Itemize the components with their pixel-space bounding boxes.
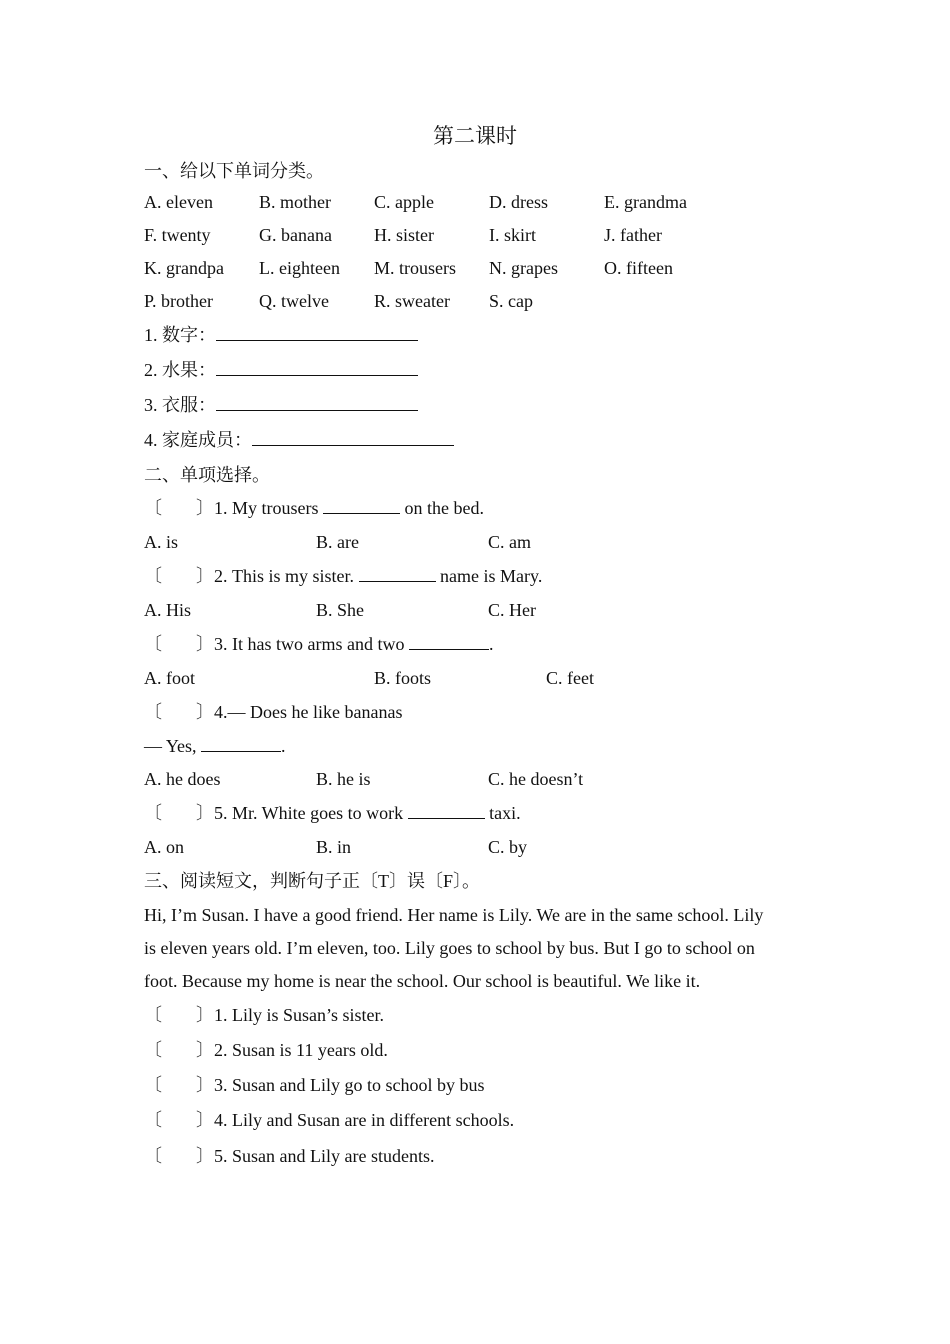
option-c: C. he doesn’t: [488, 769, 584, 789]
answer-blank[interactable]: [216, 324, 418, 341]
question-4: [144, 700, 402, 724]
answer-blank: [409, 633, 489, 650]
question-text: 5. Mr. White goes to work: [214, 803, 408, 823]
statement-text: 1. Lily is Susan’s sister.: [214, 1005, 385, 1025]
question-text: 4.— Does he like bananas: [214, 702, 403, 722]
question-text: .: [488, 634, 494, 654]
category-label: 2. 水果：: [144, 360, 216, 380]
word-item: I. skirt: [489, 225, 536, 245]
option-a: A. foot: [144, 668, 195, 688]
category-family: [144, 428, 454, 452]
section3-heading: 三、阅读短文，判断句子正〔T〕误〔F〕。: [144, 871, 481, 891]
option-a: A. on: [144, 837, 184, 857]
word-item: S. cap: [489, 291, 533, 311]
answer-bracket[interactable]: 〔 〕: [144, 566, 214, 586]
word-item: F. twenty: [144, 225, 211, 245]
answer-bracket[interactable]: 〔 〕: [144, 702, 214, 722]
option-b: B. are: [316, 532, 359, 552]
passage-line: is eleven years old. I’m eleven, too. Lily goes to school by bus. But I go to school on: [144, 938, 755, 958]
option-a: A. His: [144, 600, 192, 620]
option-c: C. Her: [488, 600, 536, 620]
answer-bracket[interactable]: 〔 〕: [144, 634, 214, 654]
option-a: A. is: [144, 532, 179, 552]
category-label: 1. 数字：: [144, 325, 216, 345]
question-1: [144, 496, 484, 520]
statement-2: [144, 1038, 388, 1062]
question-text: name is Mary.: [435, 566, 543, 586]
option-c: C. feet: [546, 668, 594, 688]
word-item: B. mother: [259, 192, 331, 212]
option-a: A. he does: [144, 769, 221, 789]
answer-bracket[interactable]: 〔 〕: [144, 803, 214, 823]
word-item: P. brother: [144, 291, 213, 311]
word-item: L. eighteen: [259, 258, 340, 278]
passage-line: foot. Because my home is near the school. Our school is beautiful. We like it.: [144, 971, 701, 991]
answer-bracket[interactable]: 〔 〕: [144, 498, 214, 518]
option-b: B. foots: [374, 668, 432, 688]
answer-bracket[interactable]: 〔 〕: [144, 1146, 214, 1166]
category-clothes: [144, 393, 418, 417]
option-c: C. am: [488, 532, 531, 552]
statement-text: 4. Lily and Susan are in different schools.: [214, 1110, 515, 1130]
question-text: 1. My trousers: [214, 498, 323, 518]
statement-text: 5. Susan and Lily are students.: [214, 1146, 435, 1166]
answer-blank: [408, 802, 485, 819]
word-item: H. sister: [374, 225, 434, 245]
statement-text: 2. Susan is 11 years old.: [214, 1040, 388, 1060]
statement-4: [144, 1108, 514, 1132]
question-2: [144, 564, 542, 588]
word-item: D. dress: [489, 192, 548, 212]
answer-blank: [359, 565, 436, 582]
word-item: E. grandma: [604, 192, 687, 212]
word-item: N. grapes: [489, 258, 558, 278]
option-b: B. She: [316, 600, 365, 620]
question-text: — Yes,: [144, 736, 202, 756]
question-text: on the bed.: [400, 498, 484, 518]
answer-bracket[interactable]: 〔 〕: [144, 1005, 214, 1025]
word-item: R. sweater: [374, 291, 450, 311]
category-label: 3. 衣服：: [144, 395, 216, 415]
answer-blank[interactable]: [252, 429, 454, 446]
question-text: taxi.: [484, 803, 521, 823]
answer-blank: [201, 735, 281, 752]
word-item: M. trousers: [374, 258, 456, 278]
option-b: B. in: [316, 837, 352, 857]
word-item: C. apple: [374, 192, 434, 212]
answer-blank[interactable]: [216, 359, 418, 376]
option-b: B. he is: [316, 769, 371, 789]
option-c: C. by: [488, 837, 528, 857]
statement-text: 3. Susan and Lily go to school by bus: [214, 1075, 485, 1095]
word-item: Q. twelve: [259, 291, 329, 311]
category-fruits: [144, 358, 418, 382]
word-item: O. fifteen: [604, 258, 673, 278]
word-item: G. banana: [259, 225, 332, 245]
statement-3: [144, 1073, 485, 1097]
question-4-answer-line: [144, 734, 286, 758]
section1-heading: 一、给以下单词分类。: [144, 161, 324, 181]
section2-heading: 二、单项选择。: [144, 465, 270, 485]
answer-bracket[interactable]: 〔 〕: [144, 1075, 214, 1095]
answer-blank[interactable]: [216, 394, 418, 411]
word-item: K. grandpa: [144, 258, 224, 278]
question-3: [144, 632, 493, 656]
passage-line: Hi, I’m Susan. I have a good friend. Her name is Lily. We are in the same school. Lily: [144, 905, 764, 925]
word-item: A. eleven: [144, 192, 213, 212]
statement-1: [144, 1003, 384, 1027]
answer-bracket[interactable]: 〔 〕: [144, 1110, 214, 1130]
question-text: .: [281, 736, 286, 756]
question-text: 2. This is my sister.: [214, 566, 359, 586]
category-label: 4. 家庭成员：: [144, 430, 252, 450]
answer-blank: [323, 497, 400, 514]
page-title: 第二课时: [433, 124, 517, 148]
answer-bracket[interactable]: 〔 〕: [144, 1040, 214, 1060]
category-numbers: [144, 323, 418, 347]
question-5: [144, 801, 521, 825]
statement-5: [144, 1144, 434, 1168]
question-text: 3. It has two arms and two: [214, 634, 409, 654]
word-item: J. father: [604, 225, 662, 245]
